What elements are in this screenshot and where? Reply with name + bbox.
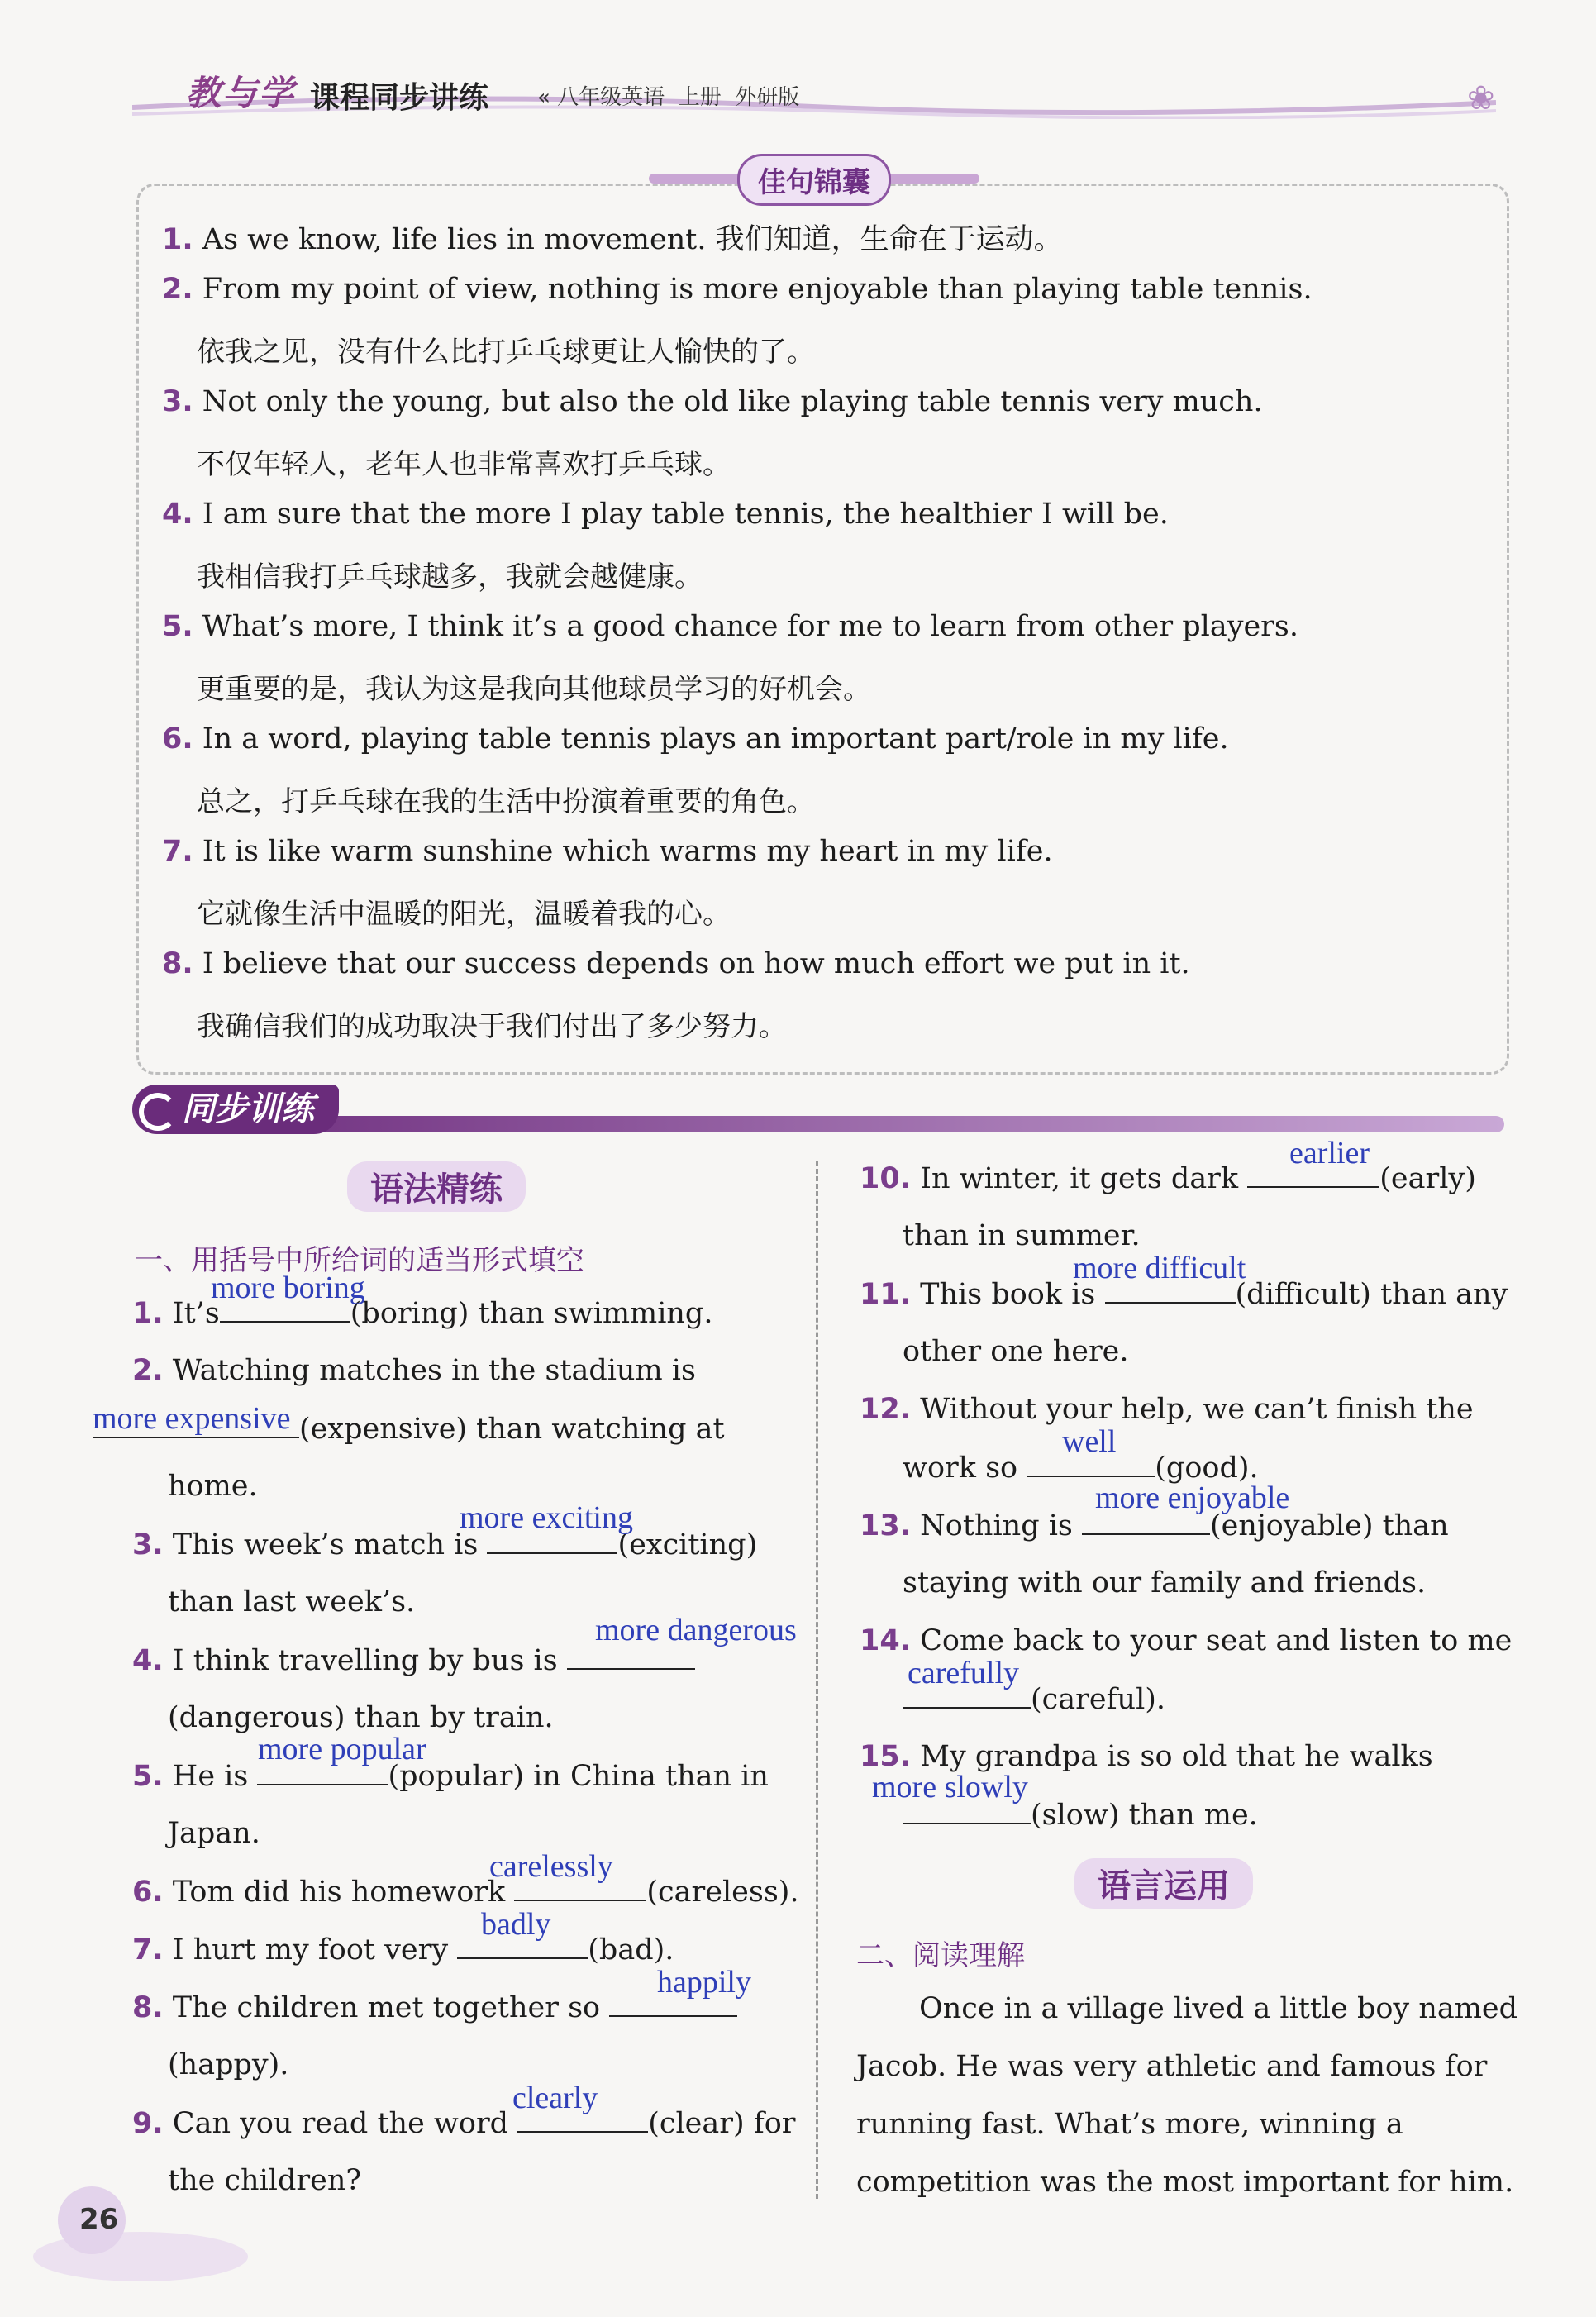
answer-14: carefully [908,1656,1020,1690]
grammar-heading: 一、用括号中所给词的适当形式填空 [135,1244,584,1277]
sentence-2: 2. From my point of view, nothing is more enjoyable than playing table tennis. [162,273,1313,306]
passage-line-1: Once in a village lived a little boy named [919,1992,1518,2025]
question-6: 6. Tom did his homework (careless). [132,1876,799,1909]
sentence-4-translation: 我相信我打乒乓球越多，我就会越健康。 [197,560,703,594]
header-subtitle: « 八年级英语 上册 外研版 [537,85,800,110]
answer-9: clearly [512,2081,598,2115]
question-3-line2: than last week’s. [168,1585,416,1619]
flower-icon: ❀ [1467,79,1495,117]
sentence-5-translation: 更重要的是，我认为这是我向其他球员学习的好机会。 [197,673,871,706]
question-15-line2: (slow) than me. [903,1798,1258,1832]
question-4-line2: (dangerous) than by train. [168,1701,554,1734]
page-number: 26 [79,2203,119,2236]
answer-10: earlier [1289,1136,1370,1170]
sentence-1: 1. As we know, life lies in movement. 我们知道，生命在于运动。 [162,223,1063,256]
question-11: 11. This book is (difficult) than any [860,1278,1508,1311]
question-5: 5. He is (popular) in China than in [132,1760,769,1793]
passage-line-2: Jacob. He was very athletic and famous for [856,2050,1488,2083]
banner-bar [215,1116,1504,1132]
question-12: 12. Without your help, we can’t finish the [860,1393,1474,1426]
passage-line-4: competition was the most important for him. [856,2166,1514,2199]
question-15: 15. My grandpa is so old that he walks [860,1740,1433,1773]
question-9: 9. Can you read the word (clear) for [132,2107,796,2140]
sentence-6: 6. In a word, playing table tennis plays an important part/role in my life. [162,722,1229,756]
question-7: 7. I hurt my foot very (bad). [132,1933,674,1967]
question-8: 8. The children met together so [132,1990,737,2024]
sentence-6-translation: 总之，打乒乓球在我的生活中扮演着重要的角色。 [197,785,815,818]
sentence-4: 4. I am sure that the more I play table tennis, the healthier I will be. [162,498,1169,531]
question-9-line2: the children? [168,2164,362,2197]
sentence-5: 5. What’s more, I think it’s a good chance for me to learn from other players. [162,610,1299,643]
question-12-line2: work so (good). [903,1452,1259,1485]
section-banner [132,1085,1504,1136]
question-4: 4. I think travelling by bus is [132,1643,695,1677]
sentence-3: 3. Not only the young, but also the old like playing table tennis very much. [162,385,1263,418]
question-14-line2: (careful). [903,1682,1165,1716]
answer-15: more slowly [872,1770,1028,1804]
usage-pill: 语言运用 [1074,1858,1253,1909]
title-pill: 佳句锦囊 [737,154,891,206]
answer-7: badly [481,1907,551,1942]
answer-6: carelessly [489,1849,613,1884]
question-2: 2. Watching matches in the stadium is [132,1354,696,1387]
header-logo: 教与学 [186,73,296,113]
usage-heading: 二、阅读理解 [856,1939,1025,1972]
answer-4: more dangerous [595,1613,797,1647]
column-divider [816,1161,818,2199]
banner-tag: 同步训练 [132,1085,339,1134]
header-title: 课程同步讲练 [310,81,489,115]
answer-1: more boring [211,1271,365,1305]
sentence-3-translation: 不仅年轻人，老年人也非常喜欢打乒乓球。 [197,448,731,481]
question-8-line2: (happy). [168,2048,289,2081]
question-5-line2: Japan. [168,1817,260,1850]
question-2-line3: home. [168,1470,258,1503]
question-13-line2: staying with our family and friends. [903,1566,1427,1599]
sentence-2-translation: 依我之见，没有什么比打乒乓球更让人愉快的了。 [197,336,815,369]
answer-12: well [1062,1424,1117,1459]
answer-5: more popular [258,1732,426,1766]
answer-2: more expensive [93,1401,291,1436]
grammar-pill: 语法精练 [347,1161,526,1212]
sentence-7-translation: 它就像生活中温暖的阳光，温暖着我的心。 [197,898,731,931]
good-sentences-title [690,154,938,203]
question-10-line2: than in summer. [903,1219,1141,1252]
question-13: 13. Nothing is (enjoyable) than [860,1509,1449,1542]
sentence-8: 8. I believe that our success depends on how much effort we put in it. [162,947,1190,980]
question-14: 14. Come back to your seat and listen to me [860,1624,1513,1657]
question-11-line2: other one here. [903,1335,1129,1368]
answer-3: more exciting [460,1500,633,1535]
sentence-7: 7. It is like warm sunshine which warms my heart in my life. [162,835,1053,868]
question-10: 10. In winter, it gets dark (early) [860,1162,1476,1195]
answer-11: more difficult [1073,1251,1246,1285]
c-logo-icon [139,1093,177,1131]
passage-line-3: running fast. What’s more, winning a [856,2108,1403,2141]
question-2-line2: (expensive) than watching at [93,1412,725,1446]
answer-8: happily [657,1965,751,2000]
question-1: 1. It’s (boring) than swimming. [132,1297,713,1330]
answer-13: more enjoyable [1095,1480,1290,1515]
sentence-8-translation: 我确信我们的成功取决于我们付出了多少努力。 [197,1010,787,1043]
question-3: 3. This week’s match is (exciting) [132,1528,758,1561]
